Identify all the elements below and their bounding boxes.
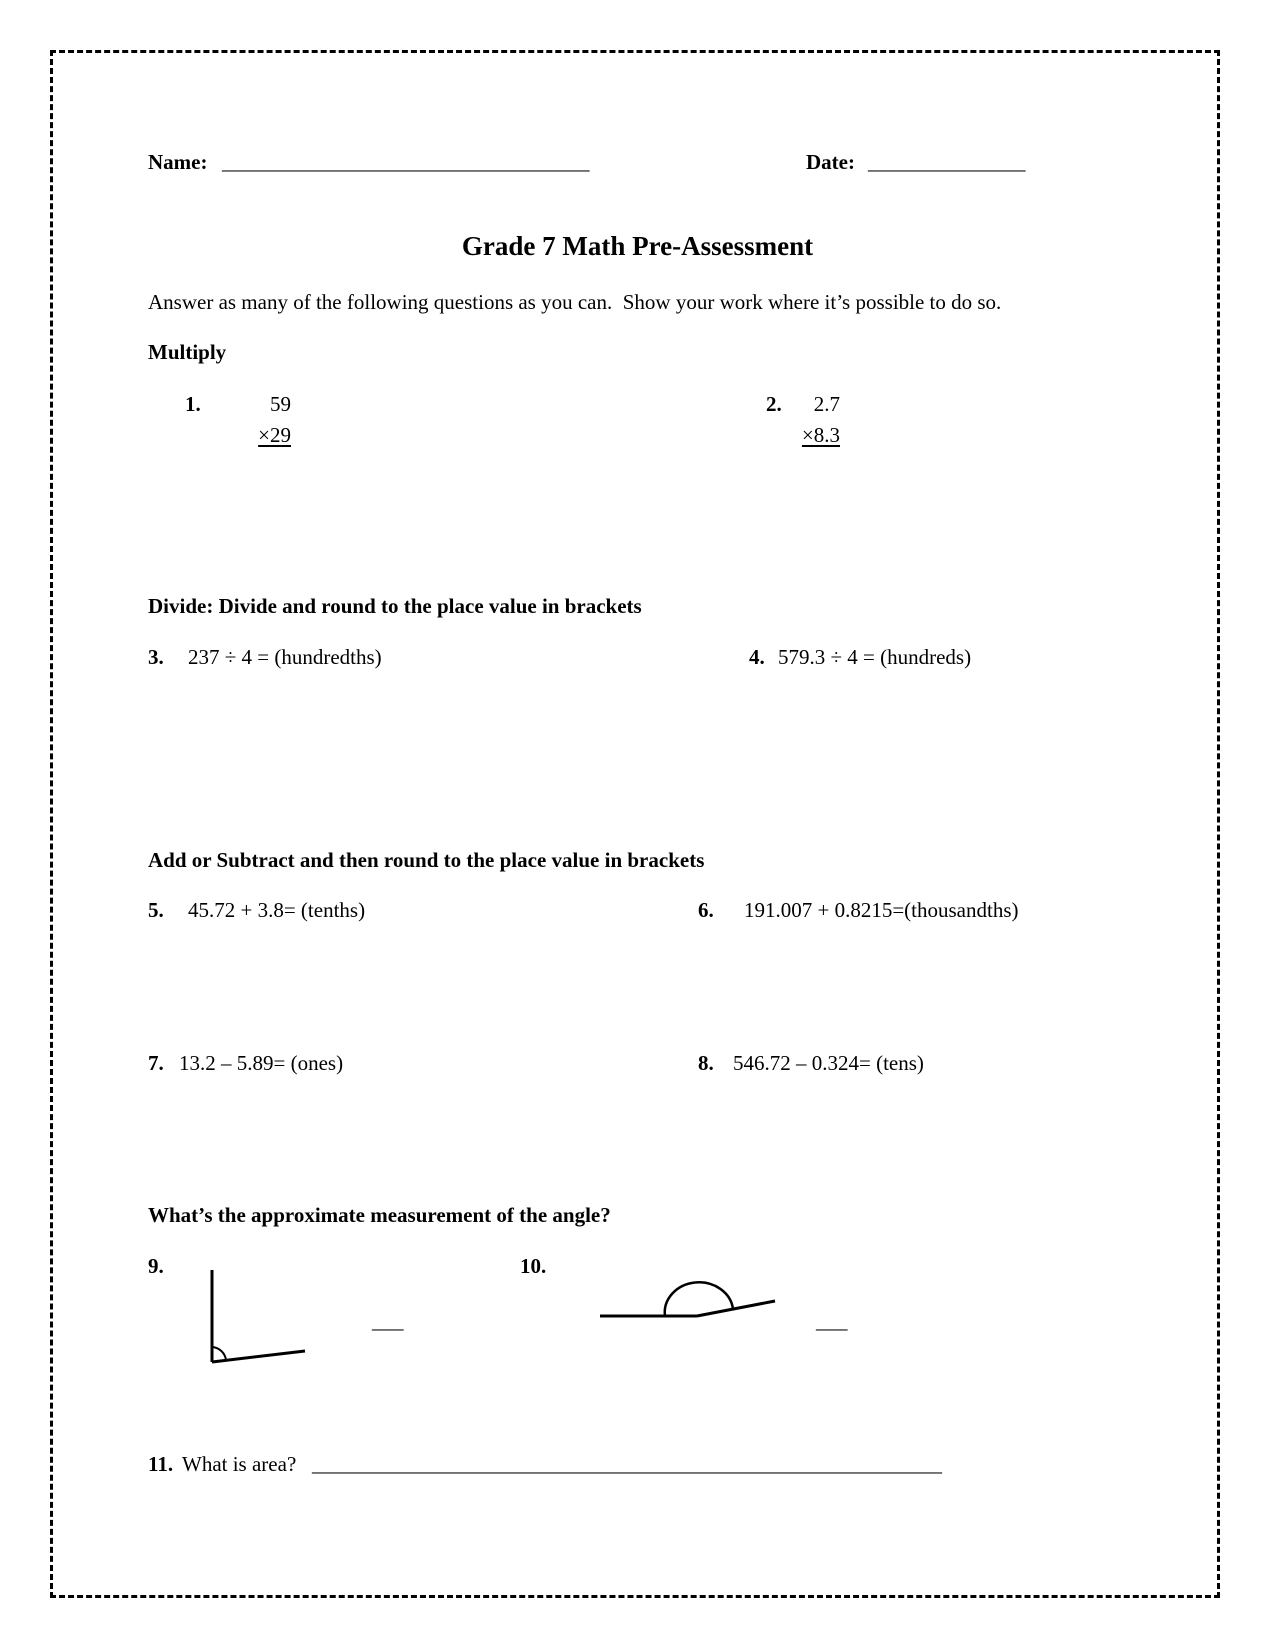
date-label: Date: xyxy=(806,150,855,174)
q9-answer-line: ___ xyxy=(372,1309,404,1333)
q1-bottom-operand: ×29 xyxy=(258,423,291,447)
q4-text: 579.3 ÷ 4 = (hundreds) xyxy=(778,645,972,669)
q2-number: 2. xyxy=(766,392,782,416)
q5-text: 45.72 + 3.8= (tenths) xyxy=(188,898,366,922)
q6-number: 6. xyxy=(698,898,714,922)
q9-angle-arc xyxy=(212,1347,226,1360)
q9-angle-figure xyxy=(200,1265,310,1370)
section-heading-multiply: Multiply xyxy=(148,340,227,364)
instructions: Answer as many of the following questions as you can. Show your work where it’s possible to do so. xyxy=(148,290,1002,314)
page-title: Grade 7 Math Pre-Assessment xyxy=(461,231,814,261)
q11-text: What is area? xyxy=(182,1452,297,1476)
q10-angle-figure xyxy=(595,1280,780,1325)
q11-answer-line: ____________________________________________________________ xyxy=(312,1452,942,1476)
section-heading-add-subtract: Add or Subtract and then round to the place value in brackets xyxy=(148,848,705,872)
q8-text: 546.72 – 0.324= (tens) xyxy=(733,1051,924,1075)
q7-text: 13.2 – 5.89= (ones) xyxy=(179,1051,344,1075)
q4-number: 4. xyxy=(749,645,765,669)
q10-answer-line: ___ xyxy=(816,1309,848,1333)
name-line: ___________________________________ xyxy=(222,150,590,174)
q9-number: 9. xyxy=(148,1254,164,1278)
q11-number: 11. xyxy=(148,1452,174,1476)
q6-text: 191.007 + 0.8215=(thousandths) xyxy=(744,898,1019,922)
q7-number: 7. xyxy=(148,1051,164,1075)
q3-text: 237 ÷ 4 = (hundredths) xyxy=(188,645,382,669)
q10-slanted-ray xyxy=(697,1301,775,1316)
section-heading-angles: What’s the approximate measurement of the angle? xyxy=(148,1203,611,1227)
q10-number: 10. xyxy=(520,1254,547,1278)
date-line: _______________ xyxy=(868,150,1026,174)
q5-number: 5. xyxy=(148,898,164,922)
name-label: Name: xyxy=(148,150,208,174)
q2-bottom-operand: ×8.3 xyxy=(801,423,840,447)
q2-top-operand: 2.7 xyxy=(813,392,840,416)
q3-number: 3. xyxy=(148,645,164,669)
q1-top-operand: 59 xyxy=(270,392,291,416)
q8-number: 8. xyxy=(698,1051,714,1075)
section-heading-divide: Divide: Divide and round to the place value in brackets xyxy=(148,594,642,618)
q1-number: 1. xyxy=(185,392,201,416)
